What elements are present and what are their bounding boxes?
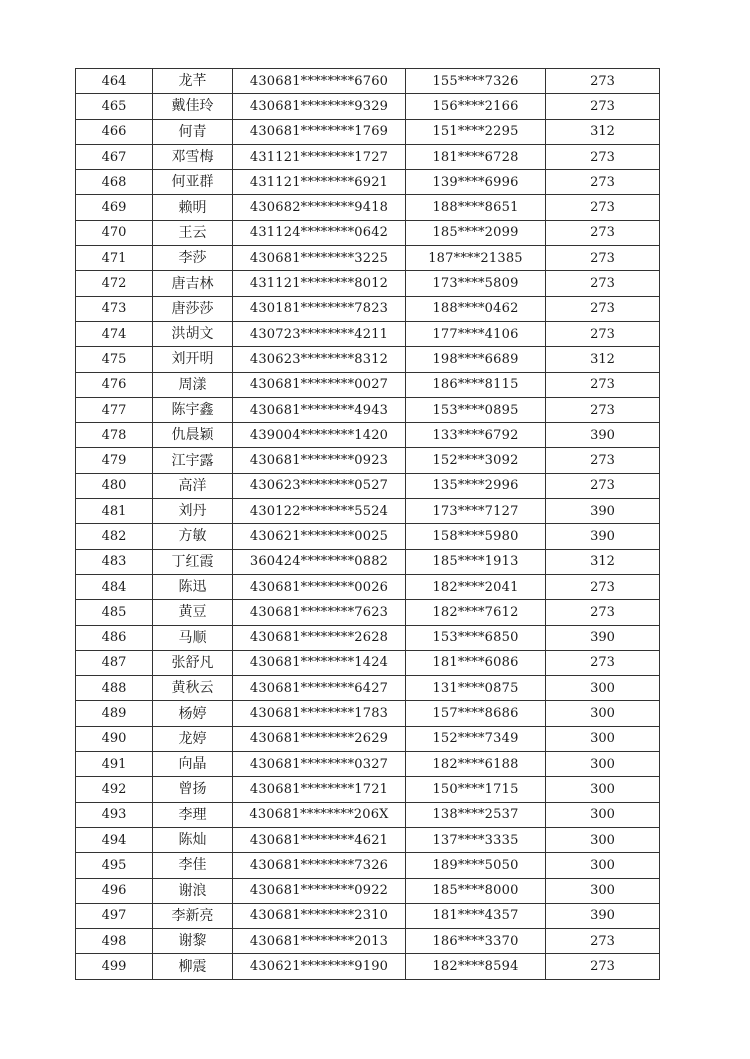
row-number-cell: 476 (76, 372, 153, 397)
name-cell: 李莎 (153, 246, 233, 271)
name-cell: 黄秋云 (153, 676, 233, 701)
phone-number-cell: 181****6728 (406, 144, 546, 169)
row-number-cell: 483 (76, 549, 153, 574)
id-number-cell: 430681********0923 (233, 448, 406, 473)
amount-cell: 273 (546, 296, 660, 321)
phone-number-cell: 185****8000 (406, 878, 546, 903)
id-number-cell: 430681********1424 (233, 650, 406, 675)
id-number-cell: 430623********8312 (233, 347, 406, 372)
table-row (76, 600, 660, 625)
table-row (76, 144, 660, 169)
row-number-cell: 497 (76, 903, 153, 928)
amount-cell: 273 (546, 600, 660, 625)
row-number-cell: 465 (76, 94, 153, 119)
phone-number-cell: 173****5809 (406, 271, 546, 296)
phone-number-cell: 181****4357 (406, 903, 546, 928)
id-number-cell: 430122********5524 (233, 499, 406, 524)
row-number-cell: 492 (76, 777, 153, 802)
table-row (76, 676, 660, 701)
row-number-cell: 485 (76, 600, 153, 625)
row-number-cell: 489 (76, 701, 153, 726)
phone-number-cell: 155****7326 (406, 69, 546, 94)
phone-number-cell: 152****7349 (406, 726, 546, 751)
row-number-cell: 464 (76, 69, 153, 94)
amount-cell: 312 (546, 347, 660, 372)
name-cell: 戴佳玲 (153, 94, 233, 119)
phone-number-cell: 152****3092 (406, 448, 546, 473)
name-cell: 丁红霞 (153, 549, 233, 574)
phone-number-cell: 189****5050 (406, 853, 546, 878)
id-number-cell: 430681********206X (233, 802, 406, 827)
amount-cell: 300 (546, 878, 660, 903)
amount-cell: 273 (546, 650, 660, 675)
amount-cell: 273 (546, 473, 660, 498)
row-number-cell: 487 (76, 650, 153, 675)
name-cell: 周漾 (153, 372, 233, 397)
id-number-cell: 430723********4211 (233, 321, 406, 346)
id-number-cell: 430681********4943 (233, 397, 406, 422)
id-number-cell: 430682********9418 (233, 195, 406, 220)
id-number-cell: 430681********9329 (233, 94, 406, 119)
table-row (76, 119, 660, 144)
row-number-cell: 470 (76, 220, 153, 245)
name-cell: 张舒凡 (153, 650, 233, 675)
row-number-cell: 490 (76, 726, 153, 751)
id-number-cell: 430681********2013 (233, 929, 406, 954)
phone-number-cell: 173****7127 (406, 499, 546, 524)
row-number-cell: 488 (76, 676, 153, 701)
phone-number-cell: 158****5980 (406, 524, 546, 549)
row-number-cell: 484 (76, 574, 153, 599)
name-cell: 黄豆 (153, 600, 233, 625)
amount-cell: 273 (546, 170, 660, 195)
phone-number-cell: 182****7612 (406, 600, 546, 625)
name-cell: 唐莎莎 (153, 296, 233, 321)
amount-cell: 300 (546, 726, 660, 751)
name-cell: 李佳 (153, 853, 233, 878)
table-row (76, 195, 660, 220)
name-cell: 杨婷 (153, 701, 233, 726)
id-number-cell: 360424********0882 (233, 549, 406, 574)
table-row (76, 625, 660, 650)
row-number-cell: 477 (76, 397, 153, 422)
name-cell: 邓雪梅 (153, 144, 233, 169)
id-number-cell: 430681********0027 (233, 372, 406, 397)
table-row (76, 246, 660, 271)
row-number-cell: 495 (76, 853, 153, 878)
id-number-cell: 430681********2310 (233, 903, 406, 928)
name-cell: 马顺 (153, 625, 233, 650)
table-row (76, 878, 660, 903)
phone-number-cell: 133****6792 (406, 423, 546, 448)
row-number-cell: 471 (76, 246, 153, 271)
id-number-cell: 430621********0025 (233, 524, 406, 549)
id-number-cell: 431121********8012 (233, 271, 406, 296)
name-cell: 谢浪 (153, 878, 233, 903)
row-number-cell: 482 (76, 524, 153, 549)
name-cell: 李新亮 (153, 903, 233, 928)
name-cell: 高洋 (153, 473, 233, 498)
amount-cell: 300 (546, 676, 660, 701)
row-number-cell: 478 (76, 423, 153, 448)
amount-cell: 390 (546, 903, 660, 928)
id-number-cell: 430623********0527 (233, 473, 406, 498)
table-row (76, 372, 660, 397)
table-row (76, 827, 660, 852)
name-cell: 曾扬 (153, 777, 233, 802)
name-cell: 向晶 (153, 752, 233, 777)
phone-number-cell: 182****8594 (406, 954, 546, 979)
row-number-cell: 466 (76, 119, 153, 144)
phone-number-cell: 186****3370 (406, 929, 546, 954)
name-cell: 江宇露 (153, 448, 233, 473)
name-cell: 洪胡文 (153, 321, 233, 346)
id-number-cell: 430681********1783 (233, 701, 406, 726)
amount-cell: 273 (546, 195, 660, 220)
row-number-cell: 493 (76, 802, 153, 827)
table-row (76, 94, 660, 119)
table-row (76, 903, 660, 928)
row-number-cell: 475 (76, 347, 153, 372)
phone-number-cell: 153****6850 (406, 625, 546, 650)
name-cell: 刘开明 (153, 347, 233, 372)
phone-number-cell: 186****8115 (406, 372, 546, 397)
amount-cell: 273 (546, 954, 660, 979)
amount-cell: 273 (546, 94, 660, 119)
amount-cell: 300 (546, 827, 660, 852)
row-number-cell: 467 (76, 144, 153, 169)
table-row (76, 650, 660, 675)
id-number-cell: 430681********1769 (233, 119, 406, 144)
id-number-cell: 431124********0642 (233, 220, 406, 245)
amount-cell: 300 (546, 701, 660, 726)
id-number-cell: 430621********9190 (233, 954, 406, 979)
amount-cell: 300 (546, 853, 660, 878)
table-row (76, 701, 660, 726)
table-row (76, 752, 660, 777)
id-number-cell: 430681********7326 (233, 853, 406, 878)
id-number-cell: 430681********7623 (233, 600, 406, 625)
row-number-cell: 474 (76, 321, 153, 346)
table-row (76, 802, 660, 827)
row-number-cell: 494 (76, 827, 153, 852)
phone-number-cell: 150****1715 (406, 777, 546, 802)
name-cell: 龙芊 (153, 69, 233, 94)
amount-cell: 273 (546, 397, 660, 422)
row-number-cell: 473 (76, 296, 153, 321)
row-number-cell: 498 (76, 929, 153, 954)
amount-cell: 273 (546, 69, 660, 94)
phone-number-cell: 156****2166 (406, 94, 546, 119)
name-cell: 刘丹 (153, 499, 233, 524)
phone-number-cell: 182****2041 (406, 574, 546, 599)
id-number-cell: 431121********1727 (233, 144, 406, 169)
table-row (76, 473, 660, 498)
name-cell: 赖明 (153, 195, 233, 220)
amount-cell: 273 (546, 246, 660, 271)
amount-cell: 273 (546, 448, 660, 473)
amount-cell: 390 (546, 423, 660, 448)
row-number-cell: 469 (76, 195, 153, 220)
name-cell: 陈迅 (153, 574, 233, 599)
phone-number-cell: 187****21385 (406, 246, 546, 271)
id-number-cell: 439004********1420 (233, 423, 406, 448)
id-number-cell: 430681********4621 (233, 827, 406, 852)
name-cell: 何亚群 (153, 170, 233, 195)
table-row (76, 499, 660, 524)
phone-number-cell: 138****2537 (406, 802, 546, 827)
table-row (76, 448, 660, 473)
id-number-cell: 430681********6760 (233, 69, 406, 94)
id-number-cell: 430681********3225 (233, 246, 406, 271)
table-row (76, 271, 660, 296)
table-row (76, 170, 660, 195)
name-cell: 仇晨颖 (153, 423, 233, 448)
name-cell: 李理 (153, 802, 233, 827)
name-cell: 王云 (153, 220, 233, 245)
row-number-cell: 480 (76, 473, 153, 498)
row-number-cell: 481 (76, 499, 153, 524)
name-cell: 陈灿 (153, 827, 233, 852)
id-number-cell: 430681********0922 (233, 878, 406, 903)
phone-number-cell: 188****0462 (406, 296, 546, 321)
id-number-cell: 430181********7823 (233, 296, 406, 321)
amount-cell: 300 (546, 777, 660, 802)
table-row (76, 954, 660, 979)
table-row (76, 524, 660, 549)
phone-number-cell: 177****4106 (406, 321, 546, 346)
roster-table-body (76, 69, 660, 980)
amount-cell: 273 (546, 144, 660, 169)
amount-cell: 300 (546, 802, 660, 827)
amount-cell: 273 (546, 321, 660, 346)
phone-number-cell: 139****6996 (406, 170, 546, 195)
id-number-cell: 430681********6427 (233, 676, 406, 701)
phone-number-cell: 185****2099 (406, 220, 546, 245)
amount-cell: 312 (546, 119, 660, 144)
amount-cell: 273 (546, 220, 660, 245)
table-row (76, 929, 660, 954)
row-number-cell: 496 (76, 878, 153, 903)
amount-cell: 390 (546, 524, 660, 549)
name-cell: 陈宇鑫 (153, 397, 233, 422)
phone-number-cell: 137****3335 (406, 827, 546, 852)
table-row (76, 549, 660, 574)
phone-number-cell: 182****6188 (406, 752, 546, 777)
name-cell: 龙婷 (153, 726, 233, 751)
table-row (76, 574, 660, 599)
row-number-cell: 491 (76, 752, 153, 777)
phone-number-cell: 153****0895 (406, 397, 546, 422)
name-cell: 方敏 (153, 524, 233, 549)
table-row (76, 777, 660, 802)
id-number-cell: 430681********2628 (233, 625, 406, 650)
id-number-cell: 430681********0327 (233, 752, 406, 777)
phone-number-cell: 181****6086 (406, 650, 546, 675)
phone-number-cell: 135****2996 (406, 473, 546, 498)
table-row (76, 726, 660, 751)
phone-number-cell: 188****8651 (406, 195, 546, 220)
amount-cell: 390 (546, 499, 660, 524)
id-number-cell: 430681********0026 (233, 574, 406, 599)
amount-cell: 273 (546, 271, 660, 296)
row-number-cell: 486 (76, 625, 153, 650)
amount-cell: 273 (546, 929, 660, 954)
phone-number-cell: 151****2295 (406, 119, 546, 144)
table-row (76, 397, 660, 422)
table-row (76, 321, 660, 346)
phone-number-cell: 131****0875 (406, 676, 546, 701)
id-number-cell: 430681********1721 (233, 777, 406, 802)
id-number-cell: 431121********6921 (233, 170, 406, 195)
table-row (76, 423, 660, 448)
phone-number-cell: 198****6689 (406, 347, 546, 372)
amount-cell: 312 (546, 549, 660, 574)
table-row (76, 296, 660, 321)
name-cell: 唐吉林 (153, 271, 233, 296)
roster-table (75, 68, 660, 980)
phone-number-cell: 185****1913 (406, 549, 546, 574)
id-number-cell: 430681********2629 (233, 726, 406, 751)
name-cell: 何青 (153, 119, 233, 144)
name-cell: 谢黎 (153, 929, 233, 954)
amount-cell: 300 (546, 752, 660, 777)
name-cell: 柳震 (153, 954, 233, 979)
phone-number-cell: 157****8686 (406, 701, 546, 726)
row-number-cell: 468 (76, 170, 153, 195)
amount-cell: 390 (546, 625, 660, 650)
amount-cell: 273 (546, 372, 660, 397)
table-row (76, 220, 660, 245)
table-row (76, 853, 660, 878)
table-row (76, 69, 660, 94)
row-number-cell: 499 (76, 954, 153, 979)
row-number-cell: 472 (76, 271, 153, 296)
row-number-cell: 479 (76, 448, 153, 473)
table-row (76, 347, 660, 372)
amount-cell: 273 (546, 574, 660, 599)
